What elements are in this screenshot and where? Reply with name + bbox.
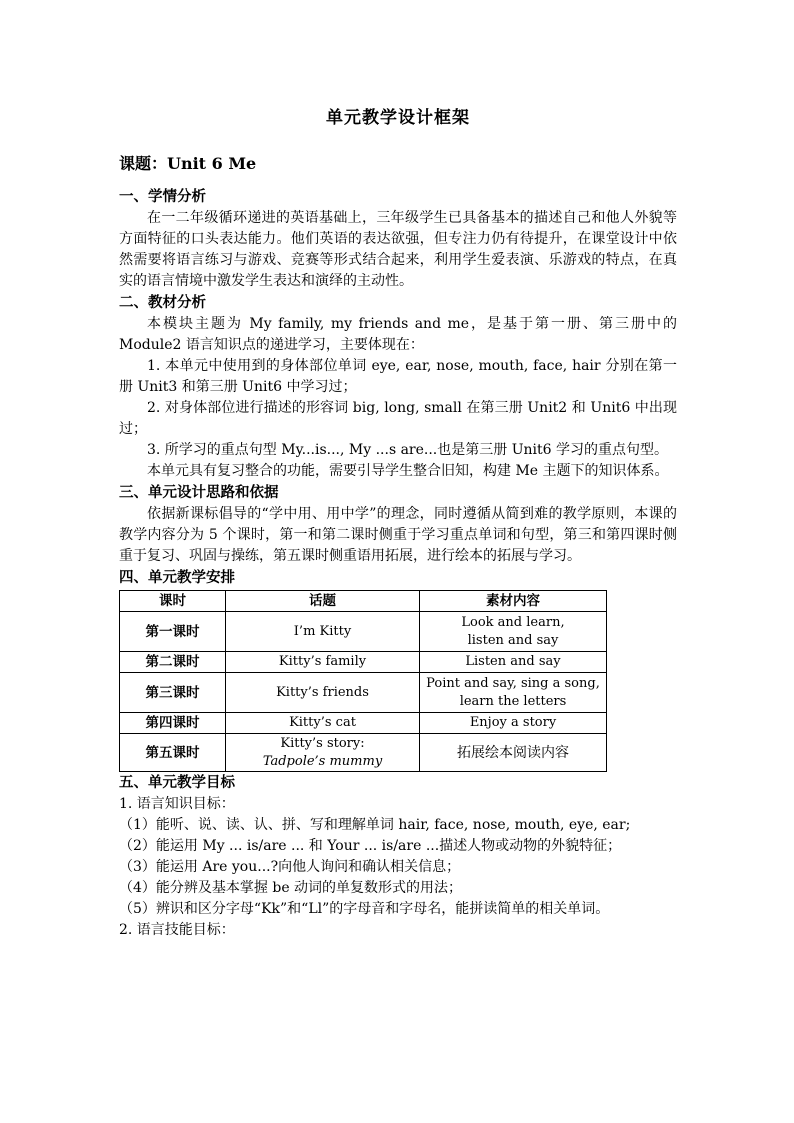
subheading: 2. 语言技能目标： xyxy=(119,922,235,938)
section-heading-textbook-analysis: 二、教材分析 xyxy=(119,294,206,311)
table-cell-content: Listen and say xyxy=(420,652,607,673)
objective-item: （4）能分辨及基本掌握 be 动词的单复数形式的用法； xyxy=(119,880,463,896)
content-line: Look and learn, xyxy=(461,614,565,630)
paragraph: 本模块主题为 My family, my friends and me，是基于第一册、第三册中的Module2 语言知识点的递进学习，主要体现在： xyxy=(119,316,677,353)
paragraph: 依据新课标倡导的“学中用、用中学”的理念，同时遵循从简到难的教学原则，本课的教学内容分为 5 个课时，第一和第二课时侧重于学习重点单词和句型，第三和第四课时侧重于复习、巩固与操练，第五课时侧重语用拓展，进行绘本的拓展与学习。 xyxy=(119,506,677,564)
list-item: 3. 所学习的重点句型 My...is..., My ...s are...也是第三册 Unit6 学习的重点句型。 xyxy=(147,442,668,458)
paragraph: 本单元具有复习整合的功能，需要引导学生整合旧知，构建 Me 主题下的知识体系。 xyxy=(147,463,669,479)
table-cell-content xyxy=(420,612,607,652)
content-line: Point and say, sing a song, xyxy=(426,675,600,691)
table-row xyxy=(120,734,607,772)
section-heading-design-ideas: 三、单元设计思路和依据 xyxy=(119,484,279,501)
schedule-table xyxy=(119,590,607,772)
table-cell-lesson: 第四课时 xyxy=(120,713,226,734)
objective-item: （5）辨识和区分字母“Kk”和“Ll”的字母音和字母名，能拼读简单的相关单词。 xyxy=(119,901,610,917)
table-cell-topic xyxy=(226,734,420,772)
table-cell-lesson: 第五课时 xyxy=(120,734,226,772)
table-cell-content: Enjoy a story xyxy=(420,713,607,734)
list-item: 1. 本单元中使用到的身体部位单词 eye, ear, nose, mouth, face, hair 分别在第一册 Unit3 和第三册 Unit6 中学习过； xyxy=(119,358,677,395)
section-heading-objectives: 五、单元教学目标 xyxy=(119,774,235,791)
content-line: learn the letters xyxy=(459,693,567,709)
content-line: listen and say xyxy=(467,632,559,648)
lesson-topic: 课题：Unit 6 Me xyxy=(119,154,257,173)
table-cell-content: 拓展绘本阅读内容 xyxy=(420,734,607,772)
table-cell-lesson: 第二课时 xyxy=(120,652,226,673)
objective-item: （2）能运用 My ... is/are ... 和 Your ... is/are ...描述人物或动物的外貌特征； xyxy=(119,838,622,854)
table-cell-lesson: 第三课时 xyxy=(120,673,226,713)
table-cell-lesson: 第一课时 xyxy=(120,612,226,652)
document-title: 单元教学设计框架 xyxy=(326,108,470,128)
list-item: 2. 对身体部位进行描述的形容词 big, long, small 在第三册 Unit2 和 Unit6 中出现过； xyxy=(119,400,677,437)
paragraph: 在一二年级循环递进的英语基础上，三年级学生已具备基本的描述自己和他人外貌等方面特征的口头表达能力。他们英语的表达欲强，但专注力仍有待提升，在课堂设计中依然需要将语言练习与游戏、竞赛等形式结合起来，利用学生爱表演、乐游戏的特点，在真实的语言情境中激发学生表达和演绎的主动性。 xyxy=(119,210,677,289)
table-header-cell: 素材内容 xyxy=(420,591,607,612)
table-row xyxy=(120,673,607,713)
objective-item: （1）能听、说、读、认、拼、写和理解单词 hair, face, nose, mouth, eye, ear; xyxy=(119,817,631,833)
table-row xyxy=(120,713,607,734)
section-heading-learner-analysis: 一、学情分析 xyxy=(119,188,206,205)
table-cell-topic: Kitty’s friends xyxy=(226,673,420,713)
table-row xyxy=(120,612,607,652)
table-header-row xyxy=(120,591,607,612)
table-cell-topic: Kitty’s cat xyxy=(226,713,420,734)
topic-line: Kitty’s story: xyxy=(280,735,365,751)
table-header-cell: 话题 xyxy=(226,591,420,612)
table-header-cell: 课时 xyxy=(120,591,226,612)
subheading: 1. 语言知识目标： xyxy=(119,796,235,812)
document-body xyxy=(119,104,677,941)
topic-line-italic: Tadpole’s mummy xyxy=(262,753,383,769)
objective-item: （3）能运用 Are you...?向他人询问和确认相关信息； xyxy=(119,859,461,875)
table-cell-content xyxy=(420,673,607,713)
table-cell-topic: I’m Kitty xyxy=(226,612,420,652)
table-row xyxy=(120,652,607,673)
section-heading-schedule: 四、单元教学安排 xyxy=(119,569,235,586)
table-cell-topic: Kitty’s family xyxy=(226,652,420,673)
